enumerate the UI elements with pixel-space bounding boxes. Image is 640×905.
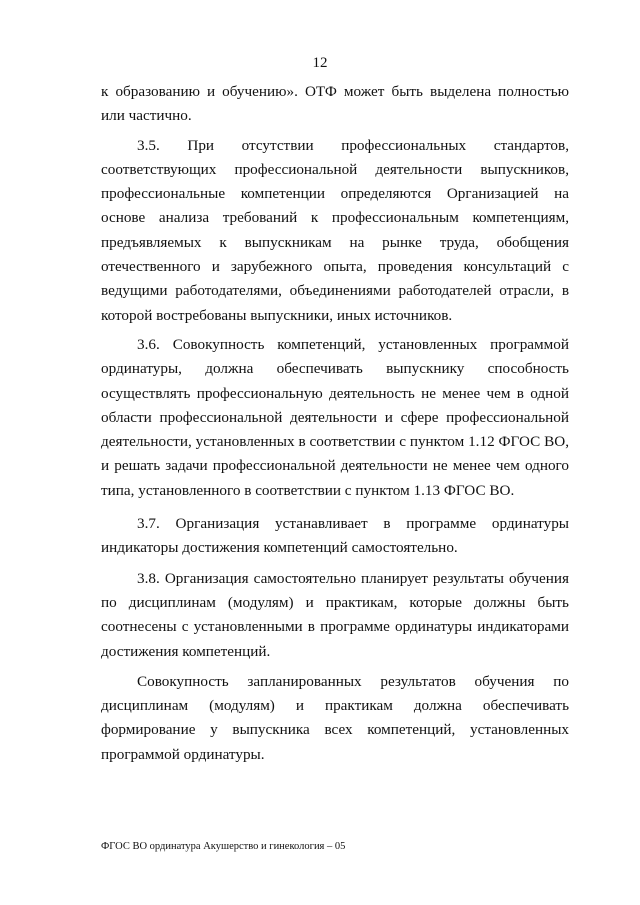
paragraph-3-6: 3.6. Совокупность компетенций, установленных программой ординатуры, должна обеспечивать выпускнику способность осуществлять профессиональную деятельность не менее чем в одной области профессиональной деятельности и сфере профессиональной деятельности, установленных в соответствии с пунктом 1.12 ФГОС ВО, и решать задачи профессиональной деятельности не менее чем одного типа, установленного в соответствии с пунктом 1.13 ФГОС ВО. (101, 335, 569, 499)
paragraph-3-7: 3.7. Организация устанавливает в программе ординатуры индикаторы достижения компетенций самостоятельно. (101, 515, 569, 557)
paragraph-competencies-summary: Совокупность запланированных результатов обучения по дисциплинам (модулям) и практикам должна обеспечивать формирование у выпускника всех компетенций, установленных программой ординатуры. (101, 672, 569, 763)
paragraph-3-5: 3.5. При отсутствии профессиональных стандартов, соответствующих профессиональной деятельности выпускников, профессиональные компетенции определяются Организацией на основе анализа требований к профессиональным компетенциям, предъявляемых к выпускникам на рынке труда, обобщения отечественного и зарубежного опыта, проведения консультаций с ведущими работодателями, объединениями работодателей отрасли, в которой востребованы выпускники, иных источников. (101, 136, 569, 324)
paragraph-continuation: к образованию и обучению». ОТФ может быть выделена полностью или частично. (101, 83, 569, 125)
page-footer: ФГОС ВО ординатура Акушерство и гинекология – 05 (101, 841, 346, 852)
page-body (101, 80, 569, 767)
paragraph-3-8: 3.8. Организация самостоятельно планирует результаты обучения по дисциплинам (модулям) и практикам, которые должны быть соотнесены с установленными в программе ординатуры индикаторами достижения компетенций. (101, 569, 569, 660)
page-number: 12 (312, 55, 328, 71)
